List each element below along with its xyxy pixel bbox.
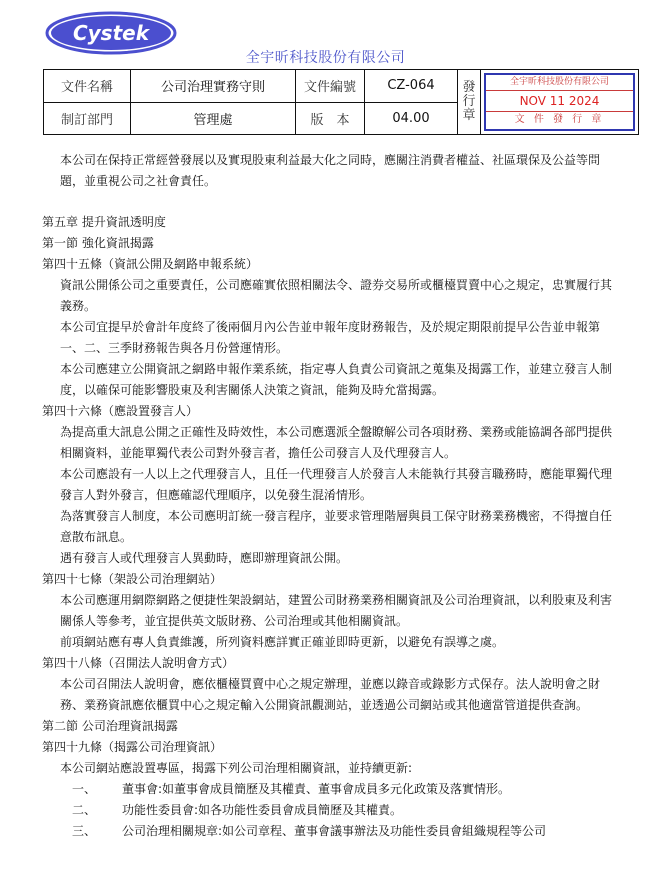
version-label: 版 本 bbox=[296, 102, 365, 135]
dept-value: 管理處 bbox=[131, 102, 296, 135]
issue-stamp-label bbox=[458, 70, 481, 135]
issue-stamp-cell bbox=[481, 70, 639, 135]
list-item-number: 二、 bbox=[72, 803, 97, 817]
document-body bbox=[42, 150, 612, 842]
list-item-text: 功能性委員會:如各功能性委員會成員簡歷及其權責。 bbox=[122, 803, 403, 817]
section-heading: 第一節 強化資訊揭露 bbox=[42, 236, 154, 250]
logo-text: Cystek bbox=[72, 21, 150, 45]
article-paragraph: 本公司應設有一人以上之代理發言人，且任一代理發言人於發言人未能執行其發言職務時，應能單獨代理發言人對外發言，但應確認代理順序，以免發生混淆情形。 bbox=[60, 467, 613, 502]
article-paragraph: 本公司宜提早於會計年度終了後兩個月內公告並申報年度財務報告，及於規定期限前提早公告並申報第一、二、三季財務報告與各月份營運情形。 bbox=[60, 320, 601, 355]
doc-name-label: 文件名稱 bbox=[44, 70, 131, 103]
doc-no-label: 文件編號 bbox=[296, 70, 365, 103]
stamp-footer: 文 件 發 行 章 bbox=[486, 111, 633, 128]
article-paragraph: 遇有發言人或代理發言人異動時，應即辦理資訊公開。 bbox=[60, 551, 349, 565]
article-heading: 第四十七條（架設公司治理網站） bbox=[42, 572, 223, 586]
article-paragraph: 本公司網站應設置專區，揭露下列公司治理相關資訊，並持續更新: bbox=[60, 761, 413, 775]
article-paragraph: 前項網站應有專人負責維護，所列資料應詳實正確並即時更新，以避免有誤導之虞。 bbox=[60, 635, 505, 649]
document-header-table bbox=[43, 69, 639, 135]
article-paragraph: 本公司應建立公開資訊之網路申報作業系統，指定專人負責公司資訊之蒐集及揭露工作，並建立發言人制度，以確保可能影響股東及利害關係人決策之資訊，能夠及時允當揭露。 bbox=[60, 362, 613, 397]
intro-paragraph: 本公司在保持正常經營發展以及實現股東利益最大化之同時，應關注消費者權益、社區環保及公益等問題，並重視公司之社會責任。 bbox=[60, 153, 601, 188]
article-paragraph: 資訊公開係公司之重要責任，公司應確實依照相關法令、證券交易所或櫃檯買賣中心之規定，忠實履行其義務。 bbox=[60, 278, 613, 313]
list-item bbox=[42, 821, 612, 842]
article-paragraph: 為提高重大訊息公開之正確性及時效性，本公司應選派全盤瞭解公司各項財務、業務或能協調各部門提供相關資料，並能單獨代表公司對外發言者，擔任公司發言人及代理發言人。 bbox=[60, 425, 613, 460]
list-item-text: 公司治理相關規章:如公司章程、董事會議事辦法及功能性委員會組織規程等公司 bbox=[122, 824, 547, 838]
article-paragraph: 本公司召開法人說明會，應依櫃檯買賣中心之規定辦理，並應以錄音或錄影方式保存。法人說明會之財務、業務資訊應依櫃買中心之規定輸入公開資訊觀測站，並透過公司網站或其他適當管道提供查詢。 bbox=[60, 677, 601, 712]
list-item-number: 一、 bbox=[72, 782, 97, 796]
stamp-company: 全宇昕科技股份有限公司 bbox=[486, 75, 633, 91]
list-item bbox=[42, 800, 612, 821]
stamp-date: NOV 11 2024 bbox=[519, 94, 600, 108]
article-heading: 第四十六條（應設置發言人） bbox=[42, 404, 199, 418]
version-value: 04.00 bbox=[365, 102, 458, 135]
dept-label: 制訂部門 bbox=[44, 102, 131, 135]
article-heading: 第四十九條（揭露公司治理資訊） bbox=[42, 740, 223, 754]
issue-label-text: 發行章 bbox=[462, 80, 476, 123]
article-heading: 第四十八條（召開法人說明會方式） bbox=[42, 656, 235, 670]
company-name: 全宇昕科技股份有限公司 bbox=[245, 50, 406, 66]
chapter-heading: 第五章 提升資訊透明度 bbox=[42, 215, 166, 229]
list-item-number: 三、 bbox=[72, 824, 97, 838]
doc-name-value: 公司治理實務守則 bbox=[131, 70, 296, 103]
article-paragraph: 為落實發言人制度，本公司應明訂統一發言程序，並要求管理階層與員工保守財務業務機密，不得擅自任意散布訊息。 bbox=[60, 509, 613, 544]
list-item bbox=[42, 779, 612, 800]
section-heading: 第二節 公司治理資訊揭露 bbox=[42, 719, 178, 733]
article-heading: 第四十五條（資訊公開及網路申報系統） bbox=[42, 257, 259, 271]
issue-stamp bbox=[484, 73, 635, 131]
article-paragraph: 本公司應運用網際網路之便捷性架設網站，建置公司財務業務相關資訊及公司治理資訊，以利股東及利害關係人等參考，並宜提供英文版財務、公司治理或其他相關資訊。 bbox=[60, 593, 613, 628]
list-item-text: 董事會:如董事會成員簡歷及其權責、董事會成員多元化政策及落實情形。 bbox=[122, 782, 511, 796]
doc-no-value: CZ-064 bbox=[365, 70, 458, 103]
